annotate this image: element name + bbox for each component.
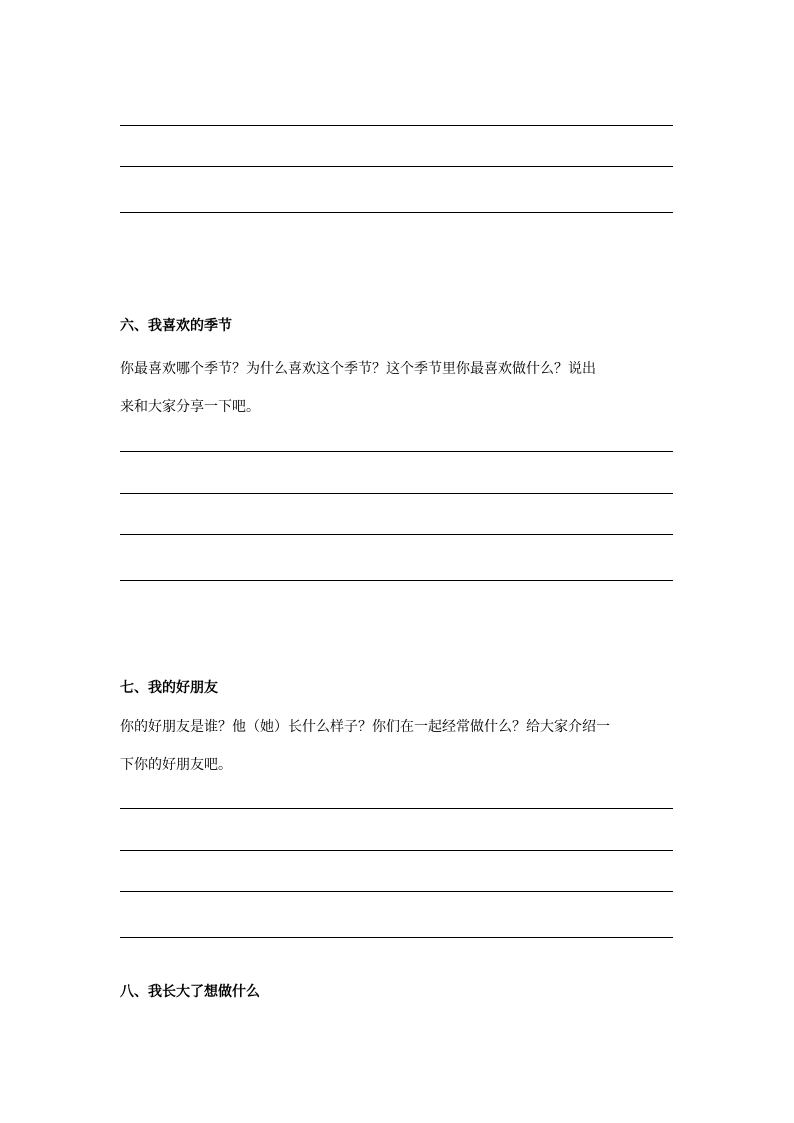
writing-line [120, 493, 673, 494]
writing-line [120, 808, 673, 809]
writing-line [120, 125, 673, 126]
section-heading-6: 六、我喜欢的季节 [120, 318, 232, 334]
section-prompt-line: 来和大家分享一下吧。 [120, 399, 260, 415]
writing-line [120, 212, 673, 213]
writing-line [120, 891, 673, 892]
section-heading-8: 八、我长大了想做什么 [120, 984, 260, 1000]
writing-line [120, 451, 673, 452]
writing-line [120, 580, 673, 581]
writing-line [120, 166, 673, 167]
section-prompt-line: 下你的好朋友吧。 [120, 757, 232, 773]
section-heading-7: 七、我的好朋友 [120, 680, 218, 696]
writing-line [120, 534, 673, 535]
writing-line [120, 937, 673, 938]
writing-line [120, 850, 673, 851]
section-prompt-line: 你最喜欢哪个季节？为什么喜欢这个季节？这个季节里你最喜欢做什么？说出 [120, 361, 596, 377]
section-prompt-line: 你的好朋友是谁？他（她）长什么样子？你们在一起经常做什么？给大家介绍一 [120, 719, 610, 735]
